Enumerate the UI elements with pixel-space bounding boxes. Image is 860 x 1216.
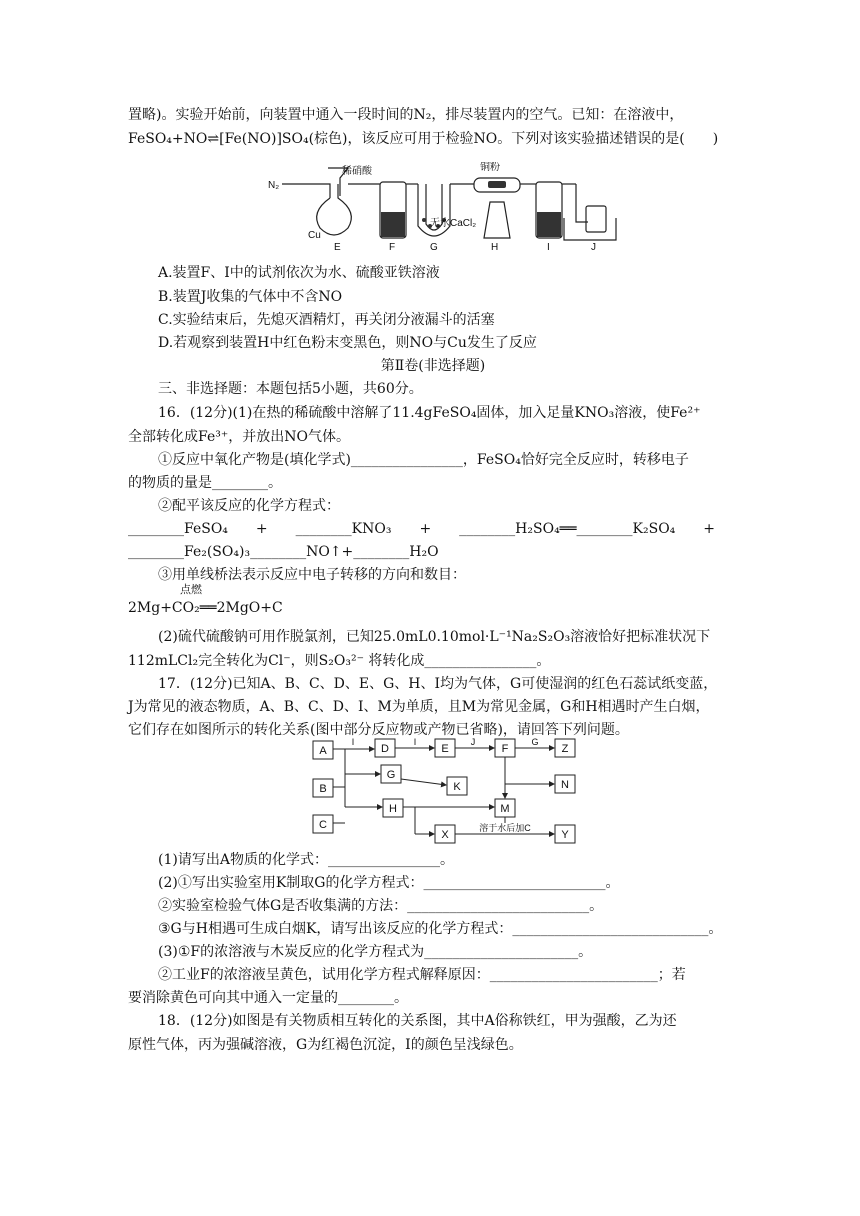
option-d: D.若观察到装置H中红色粉末变黑色，则NO与Cu发生了反应 (158, 335, 537, 351)
q16-equation: 2Mg+CO₂══2MgO+C (128, 600, 283, 616)
q17-sub-1: (1)请写出A物质的化学式：________________。 (158, 852, 454, 868)
label-cu: Cu (308, 230, 321, 241)
q17-line-2: J为常见的液态物质，A、B、C、D、I、M为单质，且M为常见金属，G和H相遇时产生白烟， (128, 699, 710, 715)
node-c: C (319, 819, 327, 831)
q17-sub-3: ②实验室检验气体G是否收集满的方法：__________________________。 (158, 898, 604, 914)
q16-line-3: ①反应中氧化产物是(填化学式)________________，FeSO₄恰好完全反应时，转移电子 (158, 452, 689, 468)
label-copper-powder: 铜粉 (480, 162, 500, 173)
label-dilute-hno3: 稀硝酸 (342, 166, 372, 177)
option-b: B.装置J收集的气体中不含NO (158, 289, 343, 305)
q16-line-1: 16．(12分)(1)在热的稀硫酸中溶解了11.4gFeSO₄固体，加入足量KNO₃溶液，使Fe²⁺ (158, 405, 701, 421)
q18-line-2: 原性气体，丙为强碱溶液，G为红褐色沉淀，I的颜色呈浅绿色。 (128, 1037, 523, 1053)
q16-line-6: ________FeSO₄ + ________KNO₃ + ________H₂SO₄══________K₂SO₄ + (128, 521, 716, 537)
label-e: E (334, 242, 341, 253)
q17-sub-5: (3)①F的浓溶液与木炭反应的化学方程式为______________________。 (158, 944, 593, 960)
option-c: C.实验结束后，先熄灭酒精灯，再关闭分液漏斗的活塞 (158, 312, 495, 328)
node-h: H (389, 803, 397, 815)
q17-sub-6: ②工业F的浓溶液呈黄色，试用化学方程式解释原因：________________________；若 (158, 967, 686, 983)
label-g: G (430, 242, 438, 253)
section-title: 第Ⅱ卷(非选择题) (380, 358, 486, 374)
node-a: A (319, 745, 327, 757)
edge-label-i-2: I (413, 737, 417, 747)
intro-line-1: 置略)。实验开始前，向装置中通入一段时间的N₂，排尽装置内的空气。已知：在溶液中， (128, 107, 684, 123)
q16-line-9: (2)硫代硫酸钠可用作脱氯剂，已知25.0mL0.10mol·L⁻¹Na₂S₂O₃溶液恰好把标准状况下 (158, 629, 711, 645)
label-h: H (491, 242, 499, 253)
node-g: G (386, 769, 396, 781)
q17-sub-4: ③G与H相遇可生成白烟K，请写出该反应的化学方程式：____________________________。 (158, 921, 723, 937)
q17-sub-7: 要消除黄色可向其中通入一定量的________。 (128, 990, 408, 1006)
node-e: E (441, 743, 449, 755)
q16-line-7: ________Fe₂(SO₄)₃________NO↑+________H₂O (128, 544, 439, 560)
q16-line-2: 全部转化成Fe³⁺，并放出NO气体。 (128, 429, 350, 445)
label-cacl2: 无水CaCl₂ (430, 218, 477, 229)
q16-line-10: 112mLCl₂完全转化为Cl⁻，则S₂O₃²⁻ 将转化成________________。 (128, 653, 551, 669)
apparatus-diagram (268, 162, 618, 254)
intro-line-2: FeSO₄+NO⇌[Fe(NO)]SO₄(棕色)，该反应可用于检验NO。下列对该实验描述错误的是( ) (128, 131, 719, 147)
eq-condition: 点燃 (180, 583, 202, 596)
node-x: X (441, 829, 449, 841)
label-f: F (389, 242, 396, 253)
node-m: M (500, 803, 510, 815)
node-k: K (453, 781, 461, 793)
q16-line-4: 的物质的量是________。 (128, 475, 282, 491)
node-n: N (561, 779, 569, 791)
node-f: F (501, 743, 509, 755)
edge-label-i-1: I (351, 737, 355, 747)
q16-line-5: ②配平该反应的化学方程式： (158, 498, 340, 514)
section-desc: 三、非选择题：本题包括5小题，共60分。 (158, 381, 423, 397)
option-a: A.装置F、I中的试剂依次为水、硫酸亚铁溶液 (158, 265, 440, 281)
edge-label-dissolve: 溶于水后加C (479, 823, 531, 833)
edge-label-g: G (531, 737, 539, 747)
node-b: B (319, 783, 327, 795)
label-n2: N₂ (268, 180, 280, 191)
node-z: Z (561, 743, 569, 755)
node-d: D (381, 743, 389, 755)
q17-sub-2: (2)①写出实验室用K制取G的化学方程式：__________________________。 (158, 875, 620, 891)
q17-line-1: 17．(12分)已知A、B、C、D、E、G、H、I均为气体，G可使湿润的红色石蕊试纸变蓝， (158, 676, 718, 692)
label-j: J (591, 242, 596, 253)
q17-line-3: 它们存在如图所示的转化关系(图中部分反应物或产物已省略)，请回答下列问题。 (128, 722, 629, 738)
label-i: I (547, 242, 550, 253)
q18-line-1: 18．(12分)如图是有关物质相互转化的关系图，其中A俗称铁红，甲为强酸，乙为还 (158, 1013, 677, 1029)
edge-label-j: J (470, 737, 476, 747)
q16-line-8: ③用单线桥法表示反应中电子转移的方向和数目： (158, 567, 466, 583)
conversion-flowchart (305, 735, 605, 845)
node-y: Y (561, 829, 569, 841)
